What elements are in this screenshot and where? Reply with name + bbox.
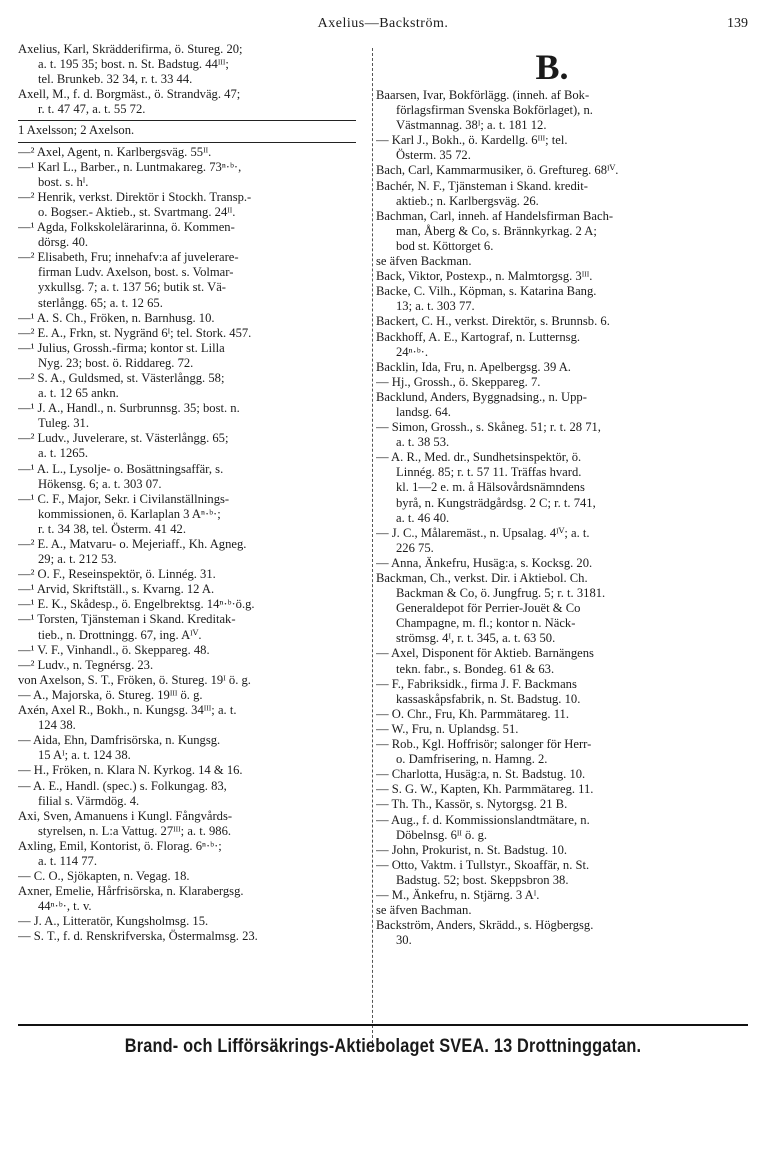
- directory-page: [18, 14, 748, 1154]
- entry-continuation-line: landsg. 64.: [396, 404, 451, 419]
- directory-entry-line: — Aida, Ehn, Damfrisörska, n. Kungsg.: [18, 733, 221, 748]
- directory-entry-line: —² E. A., Frkn, st. Nygränd 6ᴵ; tel. Stork. 457.: [18, 325, 252, 340]
- directory-entry-line: —¹ A. S. Ch., Fröken, n. Barnhusg. 10.: [18, 310, 215, 325]
- entry-continuation-line: 44ⁿ·ᵇ·, t. v.: [38, 899, 92, 914]
- directory-entry-line: — S. G. W., Kapten, Kh. Parmmätareg. 11.: [376, 782, 594, 797]
- page-number: 139: [727, 16, 748, 31]
- directory-entry-line: — John, Prokurist, n. St. Badstug. 10.: [376, 842, 568, 857]
- directory-entry-line: Axelius, Karl, Skrädderifirma, ö. Stureg. 20;: [18, 42, 243, 56]
- directory-entry-line: Backman, Ch., verkst. Dir. i Aktiebol. Ch.: [376, 571, 588, 585]
- entry-continuation-line: Hökensg. 6; a. t. 303 07.: [38, 476, 162, 491]
- entry-continuation-line: 226 75.: [396, 540, 434, 555]
- entry-continuation-line: a. t. 46 40.: [396, 510, 450, 525]
- directory-entry-line: Backlin, Ida, Fru, n. Apelbergsg. 39 A.: [376, 359, 571, 374]
- entry-continuation-line: firman Ludv. Axelson, bost. s. Volmar-: [38, 265, 234, 280]
- entry-continuation-line: Generaldepot för Perrier-Jouët & Co: [396, 601, 581, 616]
- directory-entry-line: —¹ C. F., Major, Sekr. i Civilanställnings-: [18, 491, 230, 506]
- entry-continuation-line: bod st. Köttorget 6.: [396, 238, 494, 253]
- entry-continuation-line: tieb., n. Drottningg. 67, ing. Aᴵⱽ.: [38, 627, 202, 642]
- entry-continuation-line: 30.: [396, 933, 412, 948]
- entry-continuation-line: a. t. 195 35; bost. n. St. Badstug. 44ᴵᴵᴵ;: [38, 57, 229, 72]
- section-rule: [18, 120, 356, 121]
- directory-entry-line: Back, Viktor, Postexp., n. Malmtorgsg. 3ᴵᴵᴵ.: [376, 269, 593, 284]
- entry-continuation-line: styrelsen, n. L:a Vattug. 27ᴵᴵᴵ; a. t. 986.: [38, 823, 232, 838]
- section-rule: [18, 142, 356, 143]
- entry-continuation-line: Tuleg. 31.: [38, 416, 89, 431]
- directory-entry-line: — A. E., Handl. (spec.) s. Folkungag. 83,: [18, 778, 227, 793]
- entry-continuation-line: o. Bogser.- Aktieb., st. Svartmang. 24ᴵᴵ.: [38, 204, 236, 219]
- directory-entry-line: —² Ludv., Juvelerare, st. Västerlångg. 65;: [18, 431, 229, 446]
- directory-entry-line: — Rob., Kgl. Hoffrisör; salonger för Herr-: [376, 737, 592, 752]
- directory-entry-line: Backström, Anders, Skrädd., s. Högbergsg.: [376, 918, 594, 933]
- advertisement-footer: Brand- och Lifförsäkrings-Aktiebolaget SVEA. 13 Drottninggatan.: [124, 1036, 642, 1057]
- directory-entry-line: —¹ Karl L., Barber., n. Luntmakareg. 73ⁿ·ᵇ·,: [18, 159, 242, 174]
- entry-continuation-line: a. t. 38 53.: [396, 435, 450, 450]
- directory-entry-line: — J. C., Målaremäst., n. Upsalag. 4ᴵⱽ; a. t.: [376, 525, 590, 540]
- directory-entry-line: —¹ V. F., Vinhandl., ö. Skeppareg. 48.: [18, 642, 210, 657]
- directory-entry-line: Backhoff, A. E., Kartograf, n. Lutternsg.: [376, 329, 581, 344]
- entry-continuation-line: kl. 1—2 e. m. å Hälsovårdsnämndens: [396, 480, 585, 495]
- directory-entry-line: — F., Fabriksidk., firma J. F. Backmans: [376, 676, 577, 691]
- directory-entry-line: — Hj., Grossh., ö. Skeppareg. 7.: [376, 374, 541, 389]
- entry-continuation-line: förlagsfirman Svenska Bokförlaget), n.: [396, 103, 593, 118]
- directory-entry-line: —¹ Julius, Grossh.-firma; kontor st. Lilla: [18, 340, 225, 355]
- directory-entry-line: — M., Änkefru, n. Stjärng. 3 Aᴵ.: [376, 887, 540, 902]
- running-title: Axelius—Backström.: [317, 16, 449, 31]
- directory-entry-line: Axell, M., f. d. Borgmäst., ö. Strandväg. 47;: [18, 87, 241, 102]
- directory-entry-line: Backe, C. Vilh., Köpman, s. Katarina Bang.: [376, 284, 597, 299]
- entry-continuation-line: 15 Aᴵ; a. t. 124 38.: [38, 748, 131, 763]
- directory-entry-line: —² Ludv., n. Tegnérsg. 23.: [18, 657, 154, 672]
- directory-entry-line: se äfven Bachman.: [376, 903, 472, 918]
- entry-continuation-line: strömsg. 4ᴵ, r. t. 345, a. t. 63 50.: [396, 631, 556, 646]
- directory-entry-line: —² S. A., Guldsmed, st. Västerlångg. 58;: [18, 370, 225, 385]
- directory-entry-line: —² E. A., Matvaru- o. Mejeriaff., Kh. Agneg.: [18, 537, 247, 551]
- entry-continuation-line: bost. s. hᴵ.: [38, 174, 89, 189]
- entry-continuation-line: 124 38.: [38, 718, 76, 733]
- directory-entry-line: —² Elisabeth, Fru; innehafv:a af juvelerare-: [18, 250, 239, 265]
- directory-entry-line: —¹ Torsten, Tjänsteman i Skand. Kreditak-: [18, 612, 236, 627]
- entry-continuation-line: sterlångg. 65; a. t. 12 65.: [38, 295, 163, 310]
- entry-continuation-line: Döbelnsg. 6ᴵᴵ ö. g.: [396, 827, 488, 842]
- directory-entry-line: — Otto, Vaktm. i Tullstyr., Skoaffär, n. St.: [376, 857, 590, 872]
- directory-entry-line: —² O. F., Reseinspektör, ö. Linnég. 31.: [18, 567, 216, 582]
- entry-continuation-line: Champagne, m. fl.; kontor n. Näck-: [396, 616, 576, 631]
- section-letter-heading: B.: [535, 47, 569, 87]
- directory-entry-line: — Axel, Disponent för Aktieb. Barnängens: [376, 646, 594, 661]
- directory-entry-line: Bachman, Carl, inneh. af Handelsfirman Bach-: [376, 208, 614, 223]
- page-header: [18, 14, 748, 38]
- entry-continuation-line: o. Damfrisering, n. Hamng. 2.: [396, 752, 548, 767]
- directory-entry-line: Backert, C. H., verkst. Direktör, s. Brunnsb. 6.: [376, 314, 610, 329]
- directory-entry-line: Bach, Carl, Kammarmusiker, ö. Greftureg. 68ᴵⱽ.: [376, 163, 619, 178]
- entry-continuation-line: a. t. 1265.: [38, 446, 89, 461]
- directory-entry-line: — H., Fröken, n. Klara N. Kyrkog. 14 & 16.: [18, 763, 243, 778]
- directory-entry-line: 1 Axelsson; 2 Axelson.: [18, 123, 135, 138]
- directory-entry-line: Axi, Sven, Amanuens i Kungl. Fångvårds-: [18, 808, 233, 823]
- entry-continuation-line: tekn. fabr., s. Bondeg. 61 & 63.: [396, 661, 555, 676]
- directory-entry-line: von Axelson, S. T., Fröken, ö. Stureg. 19ᴵ ö. g.: [18, 672, 251, 687]
- directory-entry-line: se äfven Backman.: [376, 254, 472, 269]
- entry-continuation-line: byrå, n. Kungsträdgårdsg. 2 C; r. t. 741,: [396, 495, 596, 510]
- entry-continuation-line: tel. Brunkeb. 32 34, r. t. 33 44.: [38, 72, 193, 87]
- entry-continuation-line: yxkullsg. 7; a. t. 137 56; butik st. Vä-: [38, 280, 226, 295]
- entry-continuation-line: man, Åberg & Co, s. Brännkyrkag. 2 A;: [396, 223, 597, 238]
- directory-entry-line: Backlund, Anders, Byggnadsing., n. Upp-: [376, 389, 587, 404]
- entry-continuation-line: Linnég. 85; r. t. 57 11. Träffas hvard.: [396, 465, 582, 480]
- directory-entry-line: Axner, Emelie, Hårfrisörska, n. Klarabergsg.: [18, 884, 244, 899]
- entry-continuation-line: kommissionen, ö. Karlaplan 3 Aⁿ·ᵇ·;: [38, 506, 221, 521]
- column-divider: [372, 48, 373, 1048]
- directory-entry-line: — Anna, Änkefru, Husäg:a, s. Kocksg. 20.: [376, 555, 593, 570]
- directory-entry-line: — Th. Th., Kassör, s. Nytorgsg. 21 B.: [376, 797, 568, 812]
- directory-entry-line: — C. O., Sjökapten, n. Vegag. 18.: [18, 869, 190, 884]
- entry-continuation-line: r. t. 47 47, a. t. 55 72.: [38, 102, 146, 117]
- right-column: [376, 42, 728, 948]
- footer-rule: [18, 1024, 748, 1026]
- entry-continuation-line: a. t. 114 77.: [38, 853, 97, 868]
- entry-continuation-line: 29; a. t. 212 53.: [38, 552, 117, 567]
- entry-continuation-line: Österm. 35 72.: [396, 148, 471, 163]
- entry-continuation-line: Badstug. 52; bost. Skeppsbron 38.: [396, 872, 569, 887]
- directory-entry-line: —² Henrik, verkst. Direktör i Stockh. Transp.-: [18, 189, 252, 204]
- entry-continuation-line: kassaskåpsfabrik, n. St. Badstug. 10.: [396, 691, 581, 706]
- entry-continuation-line: 24ⁿ·ᵇ·.: [396, 344, 428, 359]
- entry-continuation-line: Backman & Co, ö. Jungfrug. 5; r. t. 3181.: [396, 586, 606, 601]
- left-column: [18, 42, 370, 945]
- directory-entry-line: —¹ J. A., Handl., n. Surbrunnsg. 35; bost. n.: [18, 401, 240, 416]
- directory-entry-line: — Charlotta, Husäg:a, n. St. Badstug. 10.: [376, 767, 586, 782]
- directory-entry-line: — S. T., f. d. Renskrifverska, Östermalmsg. 23.: [18, 929, 258, 944]
- entry-continuation-line: aktieb.; n. Karlbergsväg. 26.: [396, 193, 539, 208]
- directory-entry-line: — Aug., f. d. Kommissionslandtmätare, n.: [376, 812, 590, 827]
- entry-continuation-line: Nyg. 23; bost. ö. Riddareg. 72.: [38, 355, 194, 370]
- directory-entry-line: Bachér, N. F., Tjänsteman i Skand. kredit-: [376, 178, 588, 193]
- directory-entry-line: — W., Fru, n. Uplandsg. 51.: [376, 721, 519, 736]
- entry-continuation-line: dörsg. 40.: [38, 235, 89, 250]
- directory-entry-line: Baarsen, Ivar, Bokförlägg. (inneh. af Bok-: [376, 88, 590, 102]
- directory-entry-line: Axén, Axel R., Bokh., n. Kungsg. 34ᴵᴵᴵ; a. t.: [18, 703, 237, 718]
- directory-entry-line: —² Axel, Agent, n. Karlbergsväg. 55ᴵᴵ.: [18, 144, 212, 159]
- directory-entry-line: — A. R., Med. dr., Sundhetsinspektör, ö.: [376, 450, 582, 465]
- directory-entry-line: — J. A., Litteratör, Kungsholmsg. 15.: [18, 914, 209, 929]
- directory-entry-line: —¹ Agda, Folkskolelärarinna, ö. Kommen-: [18, 220, 235, 235]
- directory-entry-line: — A., Majorska, ö. Stureg. 19ᴵᴵᴵ ö. g.: [18, 687, 203, 702]
- entry-continuation-line: 13; a. t. 303 77.: [396, 299, 475, 314]
- directory-entry-line: — Simon, Grossh., s. Skåneg. 51; r. t. 28 71,: [376, 420, 601, 435]
- directory-entry-line: —¹ Arvid, Skriftställ., s. Kvarng. 12 A.: [18, 582, 215, 597]
- directory-entry-line: —¹ A. L., Lysolje- o. Bosättningsaffär, s.: [18, 461, 224, 476]
- entry-continuation-line: Västmannag. 38ᴵ; a. t. 181 12.: [396, 118, 547, 133]
- directory-entry-line: — Karl J., Bokh., ö. Kardellg. 6ᴵᴵᴵ; tel.: [376, 133, 568, 148]
- directory-entry-line: — O. Chr., Fru, Kh. Parmmätareg. 11.: [376, 706, 569, 721]
- directory-entry-line: —¹ E. K., Skådesp., ö. Engelbrektsg. 14ⁿ·ᵇ·ö.g.: [18, 597, 255, 612]
- directory-entry-line: Axling, Emil, Kontorist, ö. Florag. 6ⁿ·ᵇ·;: [18, 838, 222, 853]
- entry-continuation-line: r. t. 34 38, tel. Österm. 41 42.: [38, 521, 186, 536]
- entry-continuation-line: filial s. Värmdög. 4.: [38, 793, 140, 808]
- entry-continuation-line: a. t. 12 65 ankn.: [38, 386, 119, 401]
